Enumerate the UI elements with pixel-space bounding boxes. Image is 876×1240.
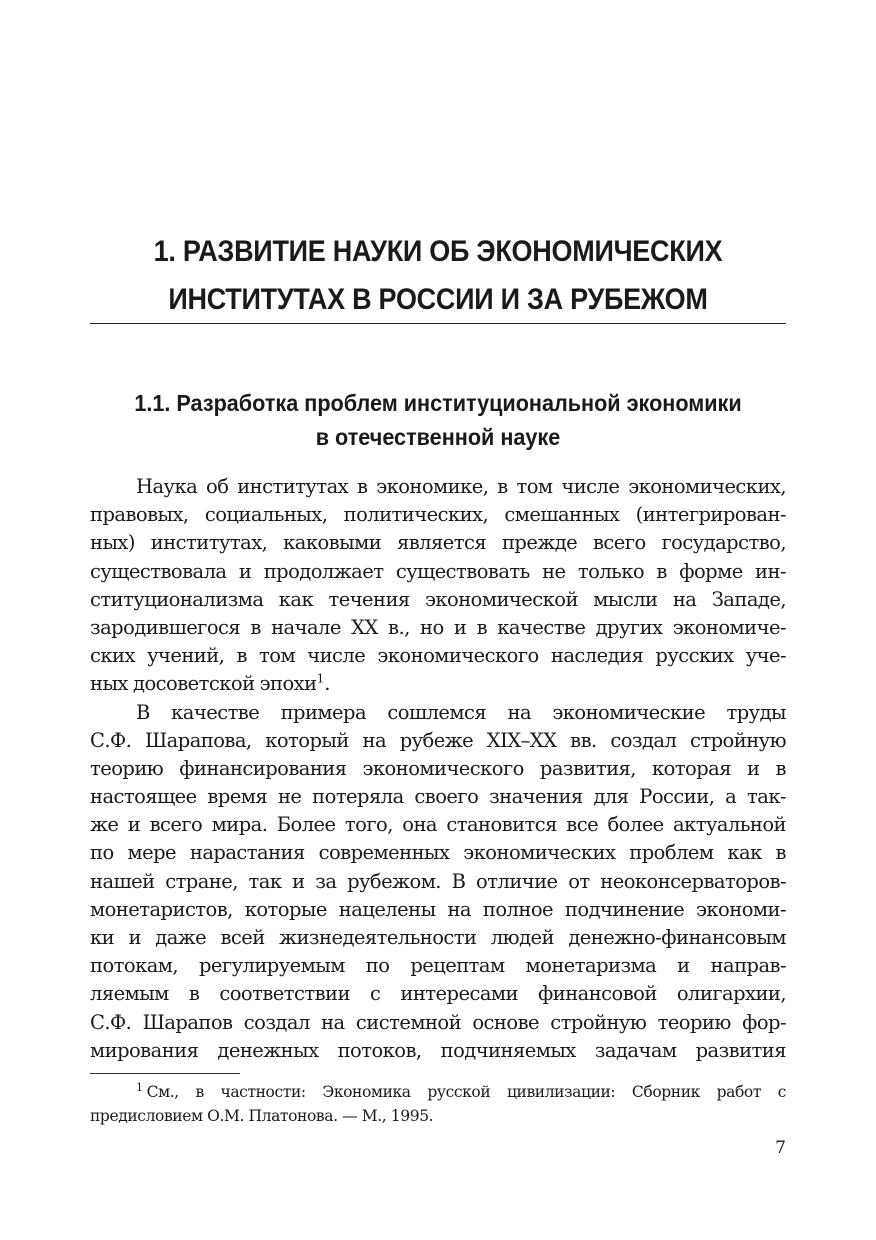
paragraph-line: С.Ф. Шарапов создал на системной основе стройную теорию фор- xyxy=(90,1010,786,1034)
paragraph-line: ских учений, в том числе экономического наследия русских уче- xyxy=(90,644,786,668)
paragraph-line: Наука об институтах в экономике, в том числе экономических, xyxy=(136,475,786,498)
paragraph-line: теорию финансирования экономического развития, которая и в xyxy=(90,756,786,780)
body-text xyxy=(90,473,786,1065)
footnote-reference[interactable]: 1 xyxy=(316,671,325,686)
paragraph-line-end: . xyxy=(324,672,330,696)
paragraph-line-text: ных досоветской эпохи xyxy=(90,672,317,696)
chapter-title xyxy=(125,228,751,324)
paragraph-line: мирования денежных потоков, подчиняемых задачам развития xyxy=(90,1038,786,1062)
paragraph-line: зародившегося в начале XX в., но и в качестве других экономиче- xyxy=(90,615,786,639)
section-title xyxy=(118,386,758,454)
chapter-title-line: 1. РАЗВИТИЕ НАУКИ ОБ ЭКОНОМИЧЕСКИХ xyxy=(153,235,723,268)
paragraph-line: правовых, социальных, политических, смешанных (интегрирован- xyxy=(90,503,786,527)
paragraph-line: ных) институтах, каковыми является прежде всего государство, xyxy=(90,531,786,555)
paragraph-line: ки и даже всей жизнедеятельности людей денежно-финансовым xyxy=(90,926,786,949)
paragraph-line: нашей стране, так и за рубежом. В отличие от неоконсерваторов- xyxy=(90,869,786,893)
paragraph-line: монетаристов, которые нацелены на полное подчинение экономи- xyxy=(90,897,786,921)
paragraph-line: С.Ф. Шарапова, который на рубеже XIX–XX вв. создал стройную xyxy=(90,728,786,752)
paragraph-line: же и всего мира. Более того, она становится все более актуальной xyxy=(90,813,786,837)
paragraph-line: ституционализма как течения экономической мысли на Западе, xyxy=(90,587,786,611)
paragraph-line xyxy=(90,670,786,698)
footnote-line-text: См., в частности: Экономика русской цивилизации: Сборник работ с xyxy=(146,1083,786,1101)
footnote xyxy=(90,1080,786,1128)
paragraph-line: В качестве примера сошлемся на экономические труды xyxy=(136,700,786,724)
section-title-line: 1.1. Разработка проблем институциональной экономики xyxy=(134,390,742,416)
paragraph-line: существовала и продолжает существовать не только в форме ин- xyxy=(90,559,786,583)
footnote-line: предисловием О.М. Платонова. — М., 1995. xyxy=(90,1107,434,1125)
chapter-title-rule xyxy=(90,323,786,324)
paragraph-line: потокам, регулируемым по рецептам монетаризма и направ- xyxy=(90,954,786,978)
paragraph-line: ляемым в соответствии с интересами финансовой олигархии, xyxy=(90,982,786,1006)
chapter-title-line: ИНСТИТУТАХ В РОССИИ И ЗА РУБЕЖОМ xyxy=(168,283,708,316)
paragraph-line: по мере нарастания современных экономических проблем как в xyxy=(90,841,786,865)
footnote-rule xyxy=(90,1073,240,1074)
section-title-line: в отечественной науке xyxy=(315,424,561,450)
footnote-line xyxy=(90,1080,786,1104)
page-number: 7 xyxy=(775,1138,786,1158)
footnote-marker: 1 xyxy=(136,1080,143,1094)
paragraph-line: настоящее время не потеряла своего значения для России, а так- xyxy=(90,785,786,809)
